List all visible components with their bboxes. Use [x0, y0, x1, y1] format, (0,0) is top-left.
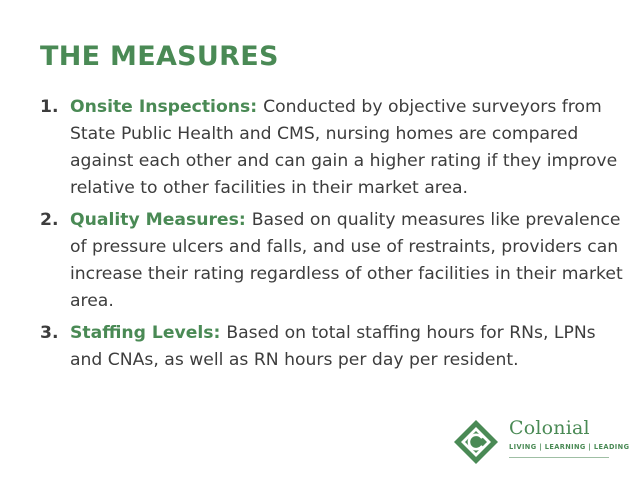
- measure-label: Staffing Levels:: [70, 323, 227, 343]
- measure-description: Based on total staffing hours for RNs, LPNs and CNAs, as well as RN hours per day per resident.: [70, 323, 596, 370]
- logo-wordmark: Colonial: [509, 417, 590, 439]
- measure-item-staffing-levels: [40, 320, 625, 374]
- logo-divider: [509, 457, 609, 458]
- measure-item-quality-measures: [40, 207, 625, 315]
- colonial-c-diamond-icon: [453, 419, 499, 465]
- measure-label: Quality Measures:: [70, 210, 252, 230]
- measures-list: [40, 94, 625, 379]
- colonial-logo: [453, 417, 630, 465]
- measure-number: 3.: [40, 323, 59, 343]
- measure-label: Onsite Inspections:: [70, 97, 264, 117]
- measure-description: Conducted by objective surveyors from State Public Health and CMS, nursing homes are compared against each other and can gain a higher rating if they improve relative to other facilities in their market area.: [70, 97, 618, 198]
- measure-item-onsite-inspections: [40, 94, 625, 202]
- logo-tagline: LIVING | LEARNING | LEADING: [509, 443, 630, 451]
- slide-title: THE MEASURES: [40, 41, 279, 72]
- measure-number: 1.: [40, 97, 59, 117]
- measure-number: 2.: [40, 210, 59, 230]
- measure-description: Based on quality measures like prevalence of pressure ulcers and falls, and use of restraints, providers can increase their rating regardless of other facilities in their market area.: [70, 210, 623, 311]
